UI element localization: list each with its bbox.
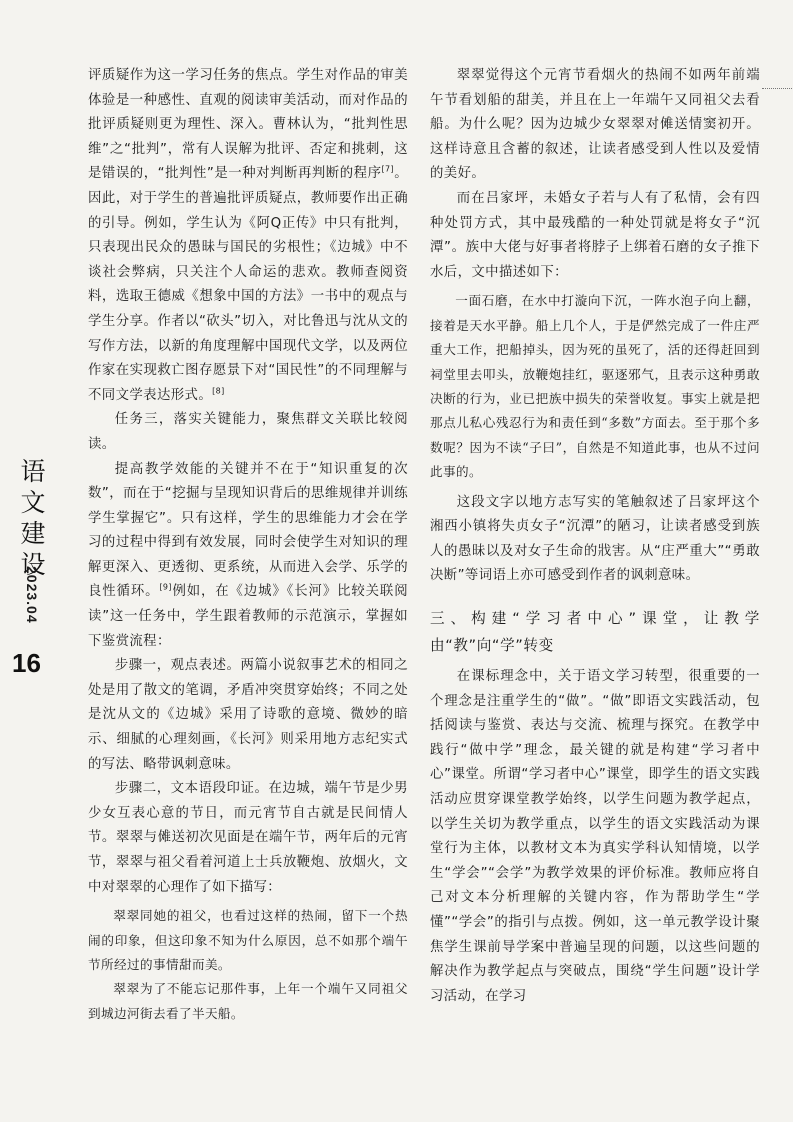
paragraph: 这段文字以地方志写实的笔触叙述了吕家坪这个湘西小镇将失贞女子“沉潭”的陋习，让读者感受到族人的愚昧以及对女子生命的戕害。从“庄严重大”“勇敢决断”等词语上亦可感受到作者的讽刺意味。 [430, 494, 760, 584]
paragraph: 翠翠觉得这个元宵节看烟火的热闹不如两年前端午节看划船的甜美，并且在上一年端午又同祖父去看船。为什么呢？因为边城少女翠翠对傩送情窦初开。这样诗意且含蓄的叙述，让读者感受到人性以及爱情的美好。 [430, 68, 760, 182]
block-quote [430, 289, 760, 484]
section-heading: 三、构建“学习者中心”课堂，让教学由“教”向“学”转变 [430, 609, 760, 654]
paragraph-text: 评质疑作为这一学习任务的焦点。学生对作品的审美体验是一种感性、直观的阅读审美活动，而对作品的批评质疑则更为理性、深入。曹林认为，“批判性思维”之“批判”，常有人误解为批评、否定和挑刺，这是错误的，“批判性”是一种对判断再判断的程序 [88, 68, 408, 182]
paragraph-text: 例如，在《边城》《长河》比较关联阅读”这一任务中，学生跟着教师的示范演示，掌握如下鉴赏流程： [88, 584, 408, 649]
paragraph-text: 。因此，对于学生的普遍批评质疑点，教师要作出正确的引导。例如，学生认为《阿Q正传》中只有批判，只表现出民众的愚昧与国民的劣根性；《边城》中不谈社会弊病，只关注个人命运的悲欢。教师查阅资料，选取王德威《想象中国的方法》一书中的观点与学生分享。作者以“砍头”切入，对比鲁迅与沈从文的写作方法，以新的角度理解中国现代文学，以及两位作家在实现救亡图存愿景下对“国民性”的不同理解与不同文学表达形式。 [88, 166, 408, 403]
paragraph: 步骤一，观点表述。两篇小说叙事艺术的相同之处是用了散文的笔调，矛盾冲突贯穿始终；不同之处是沈从文的《边城》采用了诗歌的意境、微妙的暗示、细腻的心理刻画，《长河》则采用地方志纪实式的写法、略带讽刺意味。 [88, 658, 408, 772]
footnote-ref: [9] [159, 583, 172, 592]
quote-paragraph: 翠翠同她的祖父，也看过这样的热闹，留下一个热闹的印象，但这印象不知为什么原因，总不如那个端午节所经过的事情甜而美。 [88, 908, 408, 972]
right-column [430, 64, 760, 1009]
decorative-rule [762, 88, 793, 89]
paragraph: 而在吕家坪，未婚女子若与人有了私情，会有四种处罚方式，其中最残酷的一种处罚就是将女子“沉潭”。族中大佬与好事者将脖子上绑着石磨的女子推下水后，文中描述如下： [430, 190, 760, 280]
paragraph [88, 64, 408, 408]
paragraph [88, 458, 408, 655]
quote-paragraph: 一面石磨，在水中打漩向下沉，一阵水泡子向上翻，接着是天水平静。船上几个人，于是俨然完成了一件庄严重大工作，把船掉头，因为死的虽死了，活的还得赶回到祠堂里去叩头，放鞭炮挂红，驱逐邪气，且表示这种勇敢决断的行为，业已把族中损失的荣誉收复。事实上就是把那点儿私心残忍行为和责任到“多数”方面去。至于那个多数呢？因为不读“子曰”，自然是不知道此事，也从不过问此事的。 [430, 293, 760, 480]
journal-title: 语 文 建 设 [20, 457, 46, 579]
footnote-ref: [8] [212, 386, 225, 396]
quote-paragraph: 翠翠为了不能忘记那件事，上年一个端午又同祖父到城边河街去看了半天船。 [88, 981, 408, 1021]
left-column [88, 64, 408, 1032]
issue-number [20, 566, 44, 646]
task-heading: 任务三，落实关键能力，聚焦群文关联比较阅读。 [88, 412, 408, 452]
paragraph: 步骤二，文本语段印证。在边城，端午节是少男少女互表心意的节日，而元宵节自古就是民间情人节。翠翠与傩送初次见面是在端午节，两年后的元宵节，翠翠与祖父看着河道上士兵放鞭炮、放烟火，文中对翠翠的心理作了如下描写： [88, 781, 408, 895]
issue-label: 2023.04 [24, 566, 40, 624]
paragraph: 在课标理念中，关于语文学习转型，很重要的一个理念是注重学生的“做”。“做”即语文实践活动，包括阅读与鉴赏、表达与交流、梳理与探究。在教学中践行“做中学”理念，最关键的就是构建“学习者中心”课堂。所谓“学习者中心”课堂，即学生的语文实践活动应贯穿课堂教学始终，以学生问题为教学起点，以学生关切为教学重点，以学生的语文实践活动为课堂行为主体，以教材文本为真实学科认知情境，以学生“学会”“会学”为教学效果的评价标准。教师应将自己对文本分析理解的关键内容，作为帮助学生“学懂”“学会”的指引与点拨。例如，这一单元教学设计聚焦学生课前导学案中普遍呈现的问题，以这些问题的解决作为教学起点与突破点，围绕“学生问题”设计学习活动，在学习 [430, 668, 760, 1004]
page-number: 16 [12, 648, 41, 678]
footnote-ref: [7] [381, 164, 395, 174]
block-quote [88, 904, 408, 1026]
paragraph-text: 提高教学效能的关键并不在于“知识重复的次数”，而在于“挖掘与呈现知识背后的思维规律并训练学生掌握它”。只有这样，学生的思维能力才会在学习的过程中得到有效发展，同时会使学生对知识的理解更深入、更透彻、更系统，从而进入会学、乐学的良性循环。 [88, 461, 408, 600]
